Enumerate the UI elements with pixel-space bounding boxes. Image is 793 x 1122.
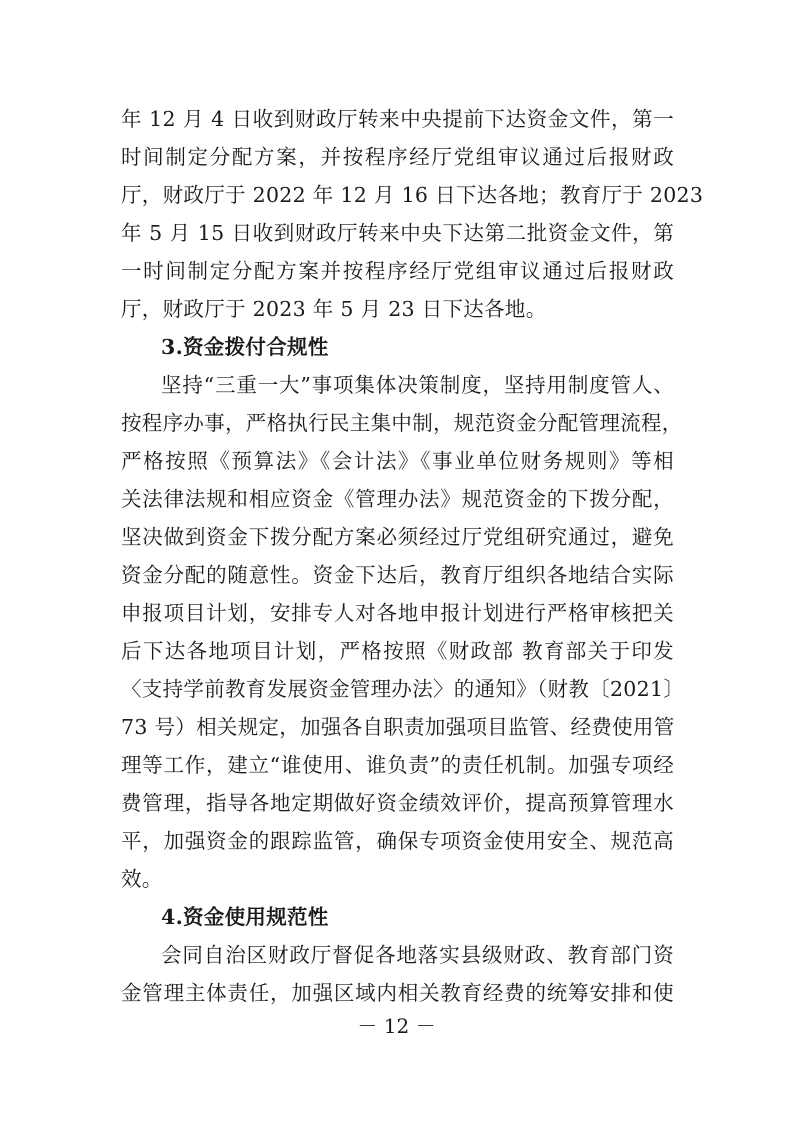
paragraph-line: 关法律法规和相应资金《管理办法》规范资金的下拨分配， bbox=[121, 487, 674, 511]
paragraph-line: 理等工作，建立“谁使用、谁负责”的责任机制。加强专项经 bbox=[121, 753, 674, 777]
paragraph-line: 后下达各地项目计划，严格按照《财政部 教育部关于印发 bbox=[121, 639, 674, 663]
paragraph-line: 金管理主体责任，加强区域内相关教育经费的统筹安排和使 bbox=[121, 981, 674, 1005]
paragraph-line: 效。 bbox=[121, 867, 163, 891]
paragraph-line: 厅，财政厅于 2022 年 12 月 16 日下达各地；教育厅于 2023 bbox=[121, 183, 704, 207]
paragraph-line: 资金分配的随意性。资金下达后，教育厅组织各地结合实际 bbox=[121, 563, 674, 587]
paragraph-line: 年 5 月 15 日收到财政厅转来中央下达第二批资金文件，第 bbox=[121, 221, 674, 245]
paragraph-line: 会同自治区财政厅督促各地落实县级财政、教育部门资 bbox=[161, 943, 674, 967]
paragraph-line: 费管理，指导各地定期做好资金绩效评价，提高预算管理水 bbox=[121, 791, 674, 815]
paragraph-line: 严格按照《预算法》《会计法》《事业单位财务规则》等相 bbox=[121, 449, 674, 473]
paragraph-line: 〈支持学前教育发展资金管理办法〉的通知》（财教〔2021〕 bbox=[121, 677, 685, 701]
paragraph-line: 厅，财政厅于 2023 年 5 月 23 日下达各地。 bbox=[121, 297, 547, 321]
section-heading: 3.资金拨付合规性 bbox=[161, 335, 329, 359]
paragraph-line: 年 12 月 4 日收到财政厅转来中央提前下达资金文件，第一 bbox=[121, 107, 674, 131]
paragraph-line: 坚持“三重一大”事项集体决策制度，坚持用制度管人、 bbox=[161, 373, 674, 397]
paragraph-line: 申报项目计划，安排专人对各地申报计划进行严格审核把关 bbox=[121, 601, 674, 625]
paragraph-line: 坚决做到资金下拨分配方案必须经过厅党组研究通过，避免 bbox=[121, 525, 674, 549]
paragraph-line: 平，加强资金的跟踪监管，确保专项资金使用安全、规范高 bbox=[121, 829, 674, 853]
page-number: － 12 － bbox=[357, 1014, 436, 1038]
paragraph-line: 73 号）相关规定，加强各自职责加强项目监管、经费使用管 bbox=[121, 715, 675, 739]
paragraph-line: 时间制定分配方案，并按程序经厅党组审议通过后报财政 bbox=[121, 145, 674, 169]
paragraph-line: 一时间制定分配方案并按程序经厅党组审议通过后报财政 bbox=[121, 259, 674, 283]
paragraph-line: 按程序办事，严格执行民主集中制，规范资金分配管理流程， bbox=[121, 411, 683, 435]
section-heading: 4.资金使用规范性 bbox=[161, 905, 329, 929]
